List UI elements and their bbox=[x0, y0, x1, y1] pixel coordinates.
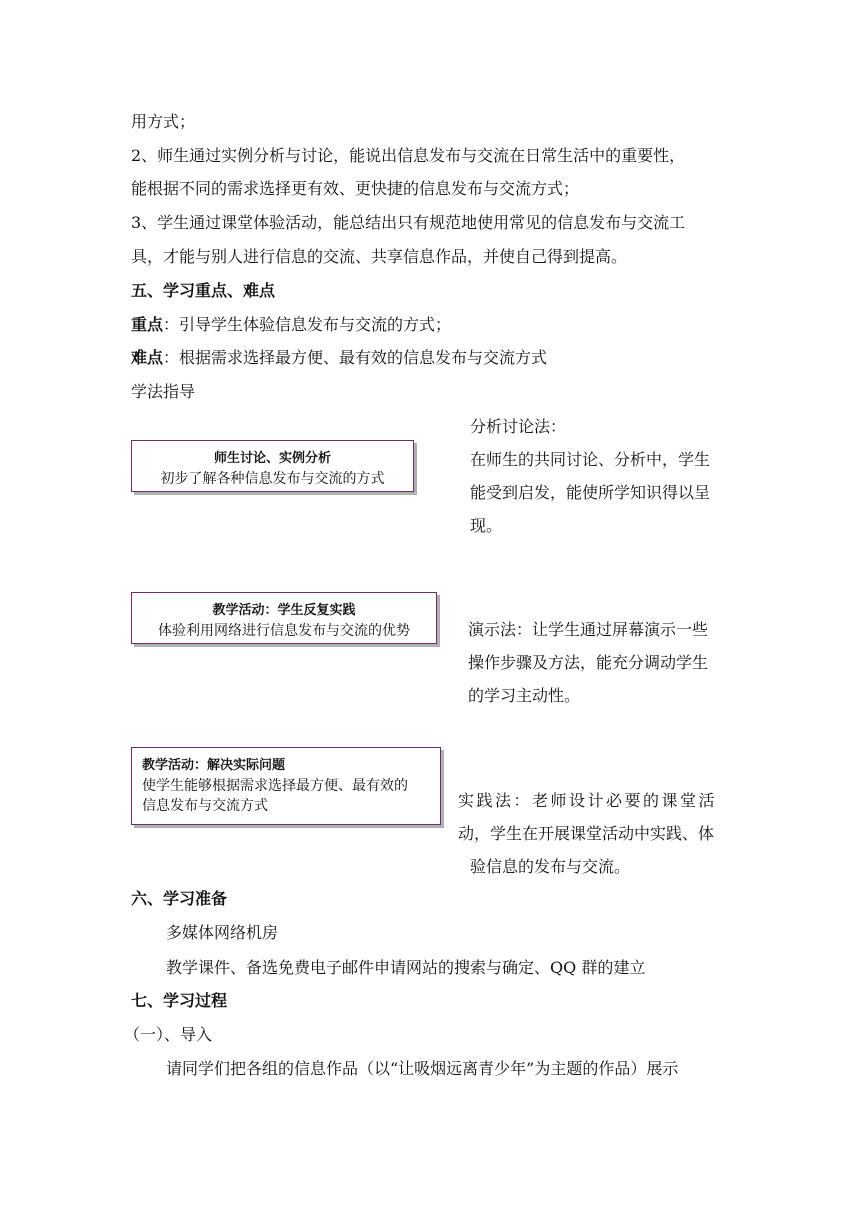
prep-item: 多媒体网络机房 bbox=[166, 923, 279, 942]
box-title: 教学活动：学生反复实践 bbox=[212, 603, 356, 618]
section-heading: 七、学习过程 bbox=[131, 991, 228, 1010]
method-demonstration bbox=[468, 613, 738, 712]
method-box-problem-solving bbox=[131, 747, 441, 825]
method-desc-line: 动，学生在开展课堂活动中实践、体 bbox=[458, 824, 715, 843]
difficulty-label: 难点 bbox=[131, 348, 164, 367]
section-heading: 五、学习重点、难点 bbox=[131, 281, 276, 300]
difficulty-text: ：根据需求选择最方便、最有效的信息发布与交流方式 bbox=[163, 348, 548, 367]
method-desc-line: 的学习主动性。 bbox=[468, 686, 581, 705]
paragraph-line: 用方式； bbox=[131, 112, 196, 131]
method-analysis-discussion bbox=[470, 410, 732, 542]
method-desc-line: 实践法：老师设计必要的课堂活 bbox=[458, 791, 718, 810]
paragraph-line: 3、学生通过课堂体验活动，能总结出只有规范地使用常见的信息发布与交流工 bbox=[131, 213, 686, 232]
box-title: 教学活动：解决实际问题 bbox=[142, 758, 286, 773]
paragraph-line: 2、师生通过实例分析与讨论，能说出信息发布与交流在日常生活中的重要性， bbox=[131, 146, 686, 165]
method-desc-line: 在师生的共同讨论、分析中，学生 bbox=[470, 450, 711, 469]
method-desc-line: 现。 bbox=[470, 516, 503, 535]
key-point-line bbox=[131, 313, 451, 337]
difficulty-line bbox=[131, 346, 547, 370]
method-desc-line: 验信息的发布与交流。 bbox=[470, 857, 631, 876]
section-heading: 六、学习准备 bbox=[131, 889, 228, 908]
method-desc-line: 操作步骤及方法，能充分调动学生 bbox=[468, 653, 709, 672]
method-practice bbox=[458, 784, 738, 883]
method-box-practice bbox=[131, 592, 437, 644]
method-desc-line: 能受到启发，能使所学知识得以呈 bbox=[470, 483, 711, 502]
paragraph-line: 请同学们把各组的信息作品（以“让吸烟远离青少年”为主题的作品）展示 bbox=[166, 1059, 679, 1078]
key-point-label: 重点 bbox=[131, 315, 164, 334]
paragraph-line: 具，才能与别人进行信息的交流、共享信息作品，并使自己得到提高。 bbox=[131, 247, 628, 266]
method-desc-line: 演示法：让学生通过屏幕演示一些 bbox=[468, 620, 709, 639]
paragraph-line: 能根据不同的需求选择更有效、更快捷的信息发布与交流方式； bbox=[131, 179, 580, 198]
method-guide-title: 学法指导 bbox=[131, 382, 196, 401]
box-desc-line: 信息发布与交流方式 bbox=[142, 798, 268, 814]
method-title: 分析讨论法： bbox=[470, 417, 567, 436]
subsection-heading: （一）、导入 bbox=[124, 1025, 213, 1044]
method-box-discussion bbox=[131, 440, 414, 492]
key-point-text: ：引导学生体验信息发布与交流的方式； bbox=[163, 315, 452, 334]
box-desc-line: 使学生能够根据需求选择最方便、最有效的 bbox=[142, 778, 408, 794]
box-title: 师生讨论、实例分析 bbox=[213, 451, 331, 466]
box-desc: 初步了解各种信息发布与交流的方式 bbox=[160, 471, 385, 487]
box-desc: 体验利用网络进行信息发布与交流的优势 bbox=[158, 623, 410, 639]
prep-item: 教学课件、备选免费电子邮件申请网站的搜索与确定、QQ 群的建立 bbox=[166, 958, 646, 977]
